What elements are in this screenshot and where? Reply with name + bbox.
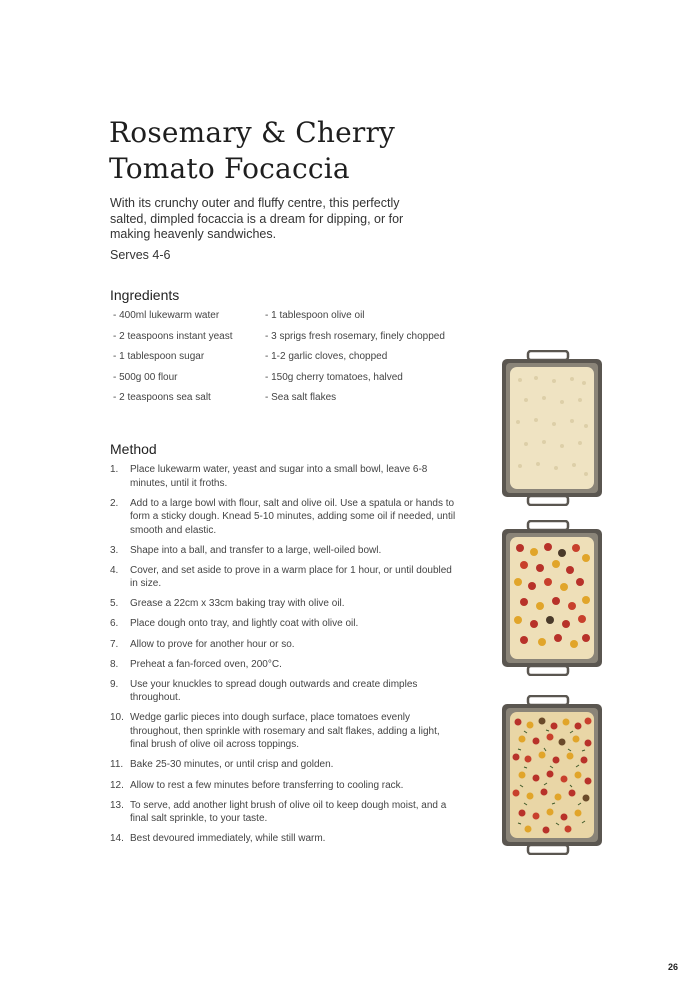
method-step bbox=[110, 779, 460, 793]
step-number: 9. bbox=[110, 678, 119, 690]
page-number: 26 bbox=[667, 962, 678, 972]
tray-handle bbox=[528, 666, 568, 675]
step-number: 12. bbox=[110, 779, 124, 791]
step-text: Allow to prove for another hour or so. bbox=[130, 638, 295, 650]
ingredient-item: - 1 tablespoon sugar bbox=[113, 351, 205, 362]
step-text: To serve, add another light brush of olive oil to keep dough moist, and a final salt sprinkle, to your taste. bbox=[130, 799, 447, 825]
focaccia-tomatoes-photo bbox=[498, 520, 606, 676]
step-text: Cover, and set aside to prove in a warm place for 1 hour, or until doubled in size. bbox=[130, 564, 452, 590]
focaccia-dough-photo bbox=[498, 350, 606, 506]
ingredient-item: - 2 teaspoons sea salt bbox=[113, 392, 211, 403]
tray-handle bbox=[528, 696, 568, 705]
step-text: Grease a 22cm x 33cm baking tray with olive oil. bbox=[130, 598, 345, 610]
ingredients-list-right bbox=[265, 309, 445, 412]
serves-text: Serves 4-6 bbox=[110, 248, 171, 262]
step-number: 3. bbox=[110, 544, 119, 556]
ingredient-item: - 1-2 garlic cloves, chopped bbox=[265, 351, 388, 362]
method-step bbox=[110, 497, 460, 538]
step-number: 8. bbox=[110, 658, 119, 670]
method-list bbox=[110, 463, 460, 852]
title-line-2: Tomato Focaccia bbox=[109, 151, 350, 185]
ingredient-item: - 400ml lukewarm water bbox=[113, 310, 220, 321]
recipe-title bbox=[109, 115, 489, 187]
step-text: Use your knuckles to spread dough outwards and create dimples throughout. bbox=[130, 678, 418, 704]
ingredient-item: - 2 teaspoons instant yeast bbox=[113, 330, 233, 342]
step-text: Preheat a fan-forced oven, 200°C. bbox=[130, 658, 282, 670]
step-number: 11. bbox=[110, 759, 124, 771]
method-step bbox=[110, 658, 460, 672]
tray-handle bbox=[528, 845, 568, 854]
step-text: Wedge garlic pieces into dough surface, place tomatoes evenly throughout, then sprinkle with rosemary and salt flakes, adding a light, final brush of olive oil across toppings. bbox=[130, 712, 440, 751]
step-number: 5. bbox=[110, 598, 119, 610]
method-heading: Method bbox=[110, 441, 157, 457]
step-number: 6. bbox=[110, 618, 119, 630]
step-text: Bake 25-30 minutes, or until crisp and golden. bbox=[130, 759, 334, 771]
dough bbox=[510, 367, 594, 489]
step-number: 14. bbox=[110, 833, 124, 845]
tray-handle bbox=[528, 521, 568, 530]
method-step bbox=[110, 799, 460, 826]
step-text: Place dough onto tray, and lightly coat with olive oil. bbox=[130, 618, 359, 630]
method-step bbox=[110, 463, 460, 490]
method-step bbox=[110, 564, 460, 591]
tray-handle bbox=[528, 496, 568, 505]
ingredient-item: - 3 sprigs fresh rosemary, finely chopped bbox=[265, 330, 445, 342]
ingredient-item: - 1 tablespoon olive oil bbox=[265, 310, 365, 321]
method-step bbox=[110, 758, 460, 772]
step-number: 13. bbox=[110, 799, 124, 811]
ingredient-item: - 150g cherry tomatoes, halved bbox=[265, 371, 403, 383]
method-step bbox=[110, 711, 460, 752]
step-number: 7. bbox=[110, 638, 119, 650]
step-text: Best devoured immediately, while still warm. bbox=[130, 833, 326, 845]
ingredients-heading: Ingredients bbox=[110, 287, 180, 303]
method-step bbox=[110, 544, 460, 558]
step-text: Place lukewarm water, yeast and sugar into a small bowl, leave 6-8 minutes, until it froths. bbox=[130, 464, 428, 489]
step-number: 10. bbox=[110, 712, 124, 724]
step-number: 4. bbox=[110, 564, 119, 576]
method-step bbox=[110, 678, 460, 705]
step-text: Shape into a ball, and transfer to a large, well-oiled bowl. bbox=[130, 544, 382, 556]
method-step bbox=[110, 617, 460, 631]
ingredient-item: - Sea salt flakes bbox=[265, 392, 337, 403]
step-number: 2. bbox=[110, 497, 119, 509]
recipe-intro: With its crunchy outer and fluffy centre, this perfectly salted, dimpled focaccia is a dream for dipping, or for making heavenly sandwiches. bbox=[110, 196, 404, 241]
focaccia-rosemary-photo bbox=[498, 695, 606, 855]
ingredient-item: - 500g 00 flour bbox=[113, 371, 178, 383]
method-step bbox=[110, 832, 460, 846]
step-text: Add to a large bowl with flour, salt and olive oil. Use a spatula or hands to form a sticky dough. Knead 5-10 minutes, adding some oil if needed, until smooth and elastic. bbox=[130, 497, 456, 536]
tray-handle bbox=[528, 351, 568, 360]
method-step bbox=[110, 597, 460, 611]
method-step bbox=[110, 638, 460, 652]
step-text: Allow to rest a few minutes before transferring to cooling rack. bbox=[130, 779, 404, 791]
ingredients-list-left bbox=[113, 309, 233, 412]
step-number: 1. bbox=[110, 464, 119, 475]
title-line-1: Rosemary & Cherry bbox=[109, 115, 396, 149]
